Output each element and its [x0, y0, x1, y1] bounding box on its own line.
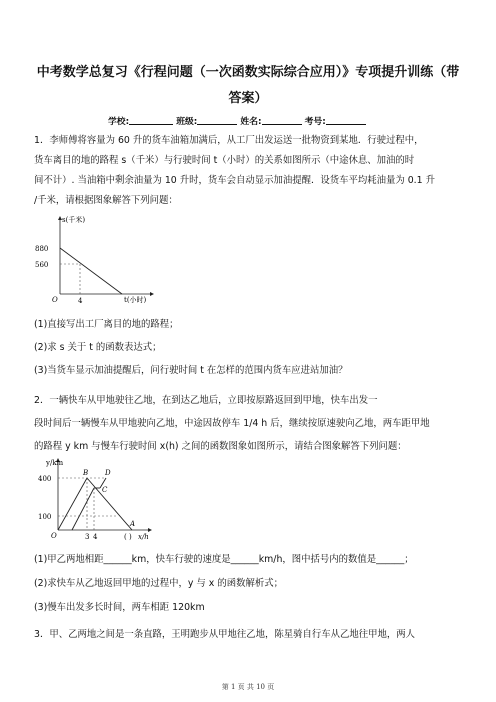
q1-x-tick-4: 4 — [78, 297, 83, 305]
q1-line-3: 间不计）. 当油箱中剩余油量为 10 升时，货车会自动显示加油提醒．设货车平均耗油量为 0.1 升 — [34, 175, 435, 186]
q2-x-axis-label: x/h — [138, 533, 149, 541]
q1-line-4: /千米，请根据图象解答下列问题： — [34, 195, 178, 206]
page-footer: 第 1 页 共 10 页 — [221, 683, 275, 691]
q1-part-1: (1)直接写出工厂离目的地的路程； — [34, 319, 179, 330]
q2-point-b: B — [83, 469, 89, 477]
class-label: 班级: — [176, 117, 198, 127]
q3-line-1: 3．甲、乙两地之间是一条直路，王明跑步从甲地往乙地，陈星骑自行车从乙地往甲地，两人 — [34, 629, 415, 640]
q2-part-3: (3)慢车出发多长时间，两车相距 120km — [34, 602, 205, 613]
q2-x-tick-blank: ( ) — [124, 533, 132, 541]
q2-line-1: 2．一辆快车从甲地驶往乙地，在到达乙地后，立即按原路返回到甲地，快车出发一 — [34, 395, 378, 406]
q1-y-tick-880: 880 — [35, 245, 49, 253]
school-label: 学校: — [108, 117, 130, 127]
q1-x-axis-label: t(小时) — [124, 296, 147, 304]
q1-line-2: 货车离目的地的路程 s（千米）与行驶时间 t（小时）的关系如图所示（中途休息、加油的时 — [34, 155, 415, 166]
q2-part-2: (2)求快车从乙地返回甲地的过程中，y 与 x 的函数解析式； — [34, 578, 283, 589]
q1-line-1: 1．李师傅将容量为 60 升的货车油箱加满后，从工厂出发运送一批物资到某地．行驶过程中， — [34, 135, 424, 146]
q1-y-tick-560: 560 — [35, 261, 49, 269]
q2-origin-label: O — [51, 532, 57, 540]
student-info-line — [108, 114, 366, 127]
q2-y-tick-100: 100 — [38, 513, 52, 521]
q2-x-tick-3: 3 — [85, 533, 90, 541]
q2-x-tick-4: 4 — [93, 533, 98, 541]
q1-graph — [32, 210, 162, 310]
name-label: 姓名: — [240, 117, 262, 127]
q2-point-a: A — [130, 520, 136, 528]
q2-y-axis-label: y/km — [46, 459, 64, 467]
q2-line-2: 段时间后一辆慢车从甲地驶向乙地，中途因故停车 1/4 h 后，继续按原速驶向乙地，两车距甲地 — [34, 418, 430, 429]
exam-no-label: 考号: — [304, 117, 326, 127]
q2-graph — [32, 456, 162, 546]
page-title-cont: 答案） — [228, 91, 268, 106]
q1-part-3: (3)当货车显示加油提醒后，问行驶时间 t 在怎样的范围内货车应进站加油？ — [34, 365, 348, 376]
q1-y-axis-label: s(千米) — [62, 216, 86, 224]
q2-point-c: C — [102, 486, 108, 494]
q2-y-tick-400: 400 — [38, 475, 52, 483]
page-title: 中考数学总复习《行程问题（一次函数实际综合应用）》专项提升训练（带 — [36, 65, 460, 80]
q1-part-2: (2)求 s 关于 t 的函数表达式； — [34, 342, 162, 353]
q1-origin-label: O — [52, 296, 58, 304]
q2-point-d: D — [105, 469, 111, 477]
q2-line-3: 的路程 y km 与慢车行驶时间 x(h) 之间的函数图象如图所示，请结合图象解答下列问题： — [34, 441, 407, 452]
q2-part-1: (1)甲乙两地相距______km，快车行驶的速度是______km/h，图中括号内的数值是______； — [34, 554, 414, 565]
